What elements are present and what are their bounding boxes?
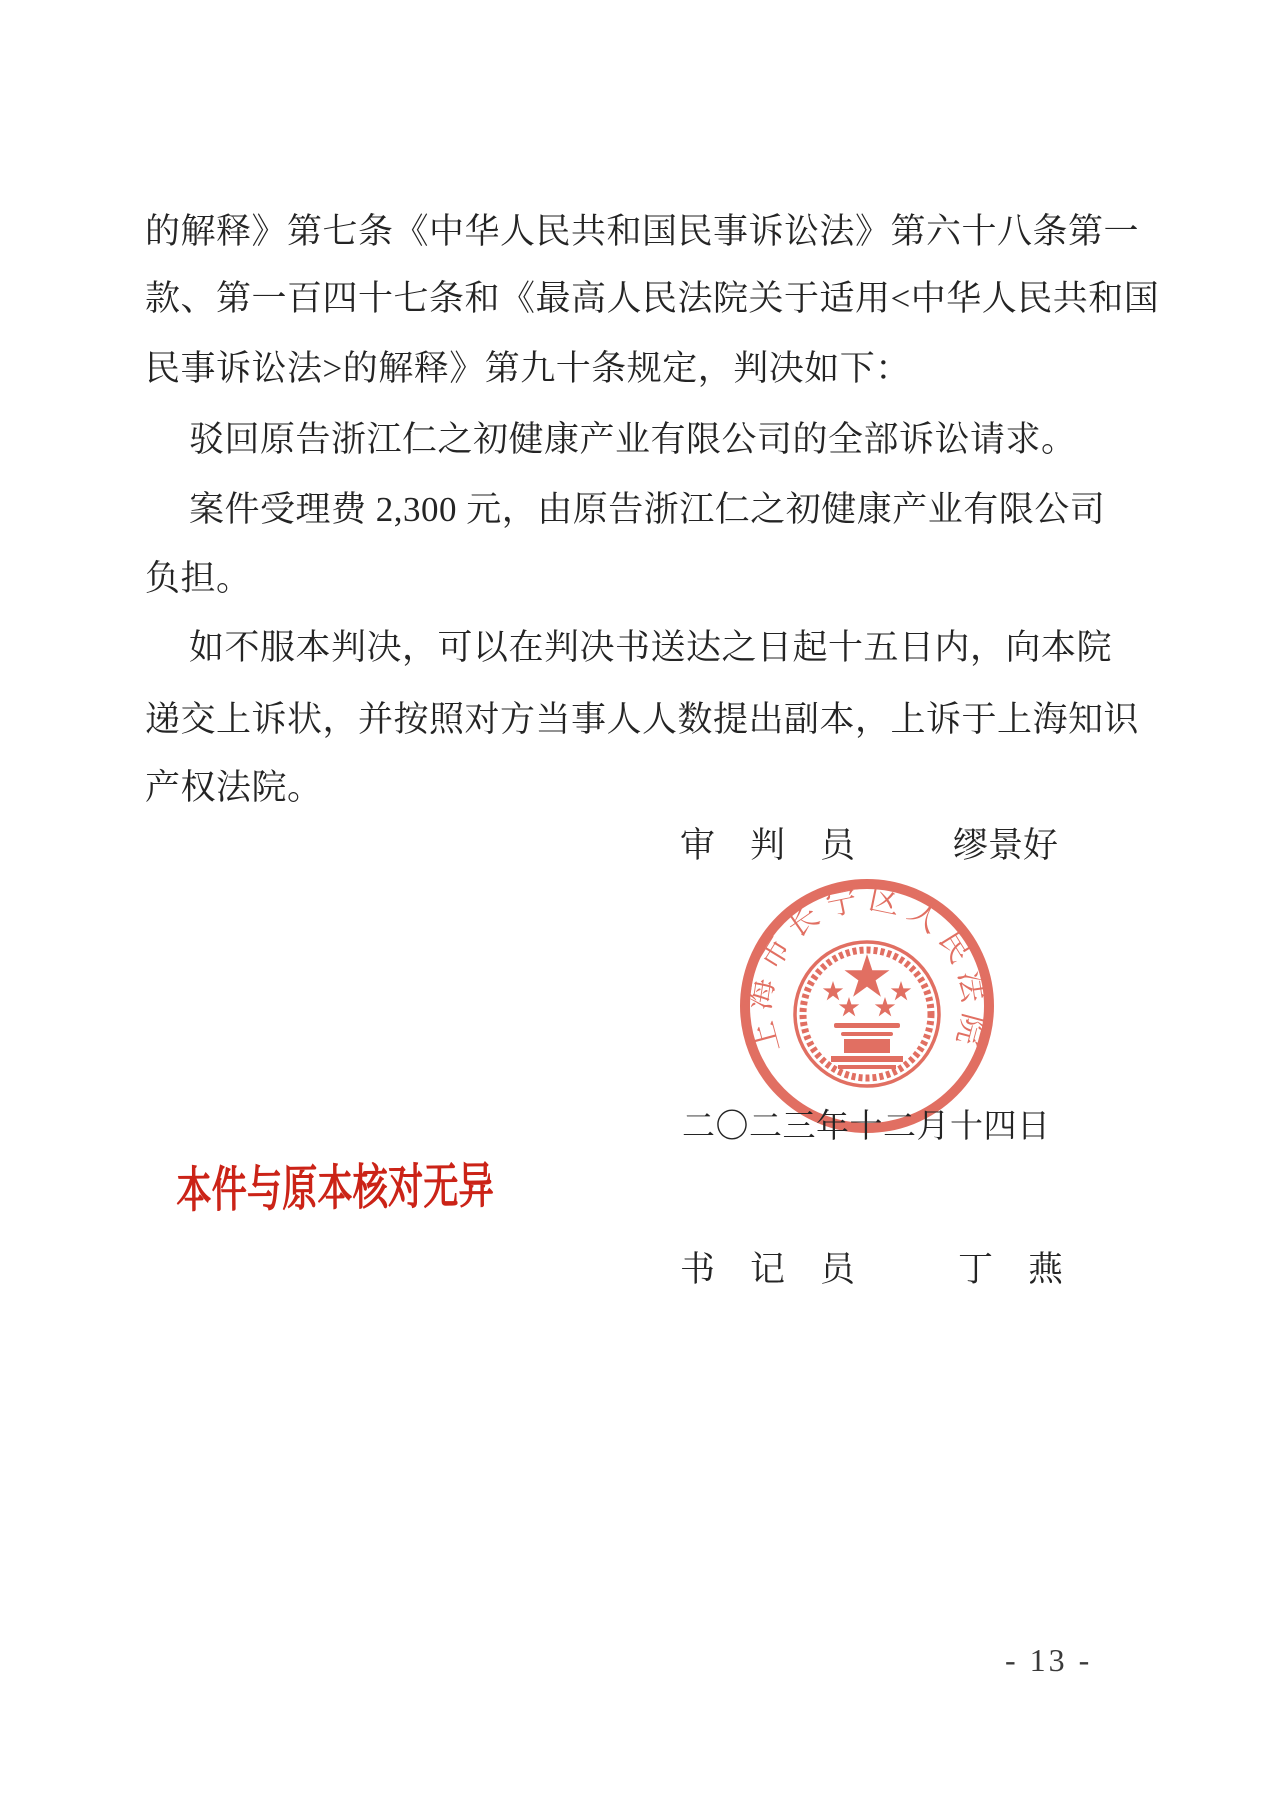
court-seal bbox=[737, 876, 997, 1136]
certification-stamp-text: 本件与原本核对无异 bbox=[176, 1157, 495, 1219]
body-line: 递交上诉状，并按照对方当事人人数提出副本，上诉于上海知识 bbox=[145, 700, 1140, 739]
seal-outer-ring bbox=[745, 884, 989, 1128]
body-line: 民事诉讼法>的解释》第九十条规定，判决如下： bbox=[145, 349, 911, 388]
seal-court-name-text: 上海市长宁区人民法院 bbox=[741, 880, 993, 1057]
page-number: - 13 - bbox=[1005, 1642, 1093, 1678]
body-line: 的解释》第七条《中华人民共和国民事诉讼法》第六十八条第一 bbox=[145, 212, 1140, 251]
judge-name: 缪景好 bbox=[953, 826, 1059, 865]
body-line-ruling: 驳回原告浙江仁之初健康产业有限公司的全部诉讼请求。 bbox=[189, 420, 1077, 459]
body-line: 产权法院。 bbox=[145, 768, 323, 807]
body-line-appeal: 如不服本判决，可以在判决书送达之日起十五日内，向本院 bbox=[189, 628, 1113, 667]
seal-national-emblem bbox=[795, 942, 939, 1086]
clerk-name: 丁 燕 bbox=[958, 1250, 1064, 1289]
body-line: 负担。 bbox=[145, 559, 252, 598]
body-line: 款、第一百四十七条和《最高人民法院关于适用<中华人民共和国 bbox=[145, 279, 1160, 318]
clerk-role-label: 书 记 员 bbox=[680, 1250, 856, 1289]
judgment-date: 二〇二三年十二月十四日 bbox=[682, 1109, 1051, 1145]
body-line-fee: 案件受理费 2,300 元，由原告浙江仁之初健康产业有限公司 bbox=[189, 490, 1106, 529]
judge-role-label: 审 判 员 bbox=[680, 826, 856, 865]
